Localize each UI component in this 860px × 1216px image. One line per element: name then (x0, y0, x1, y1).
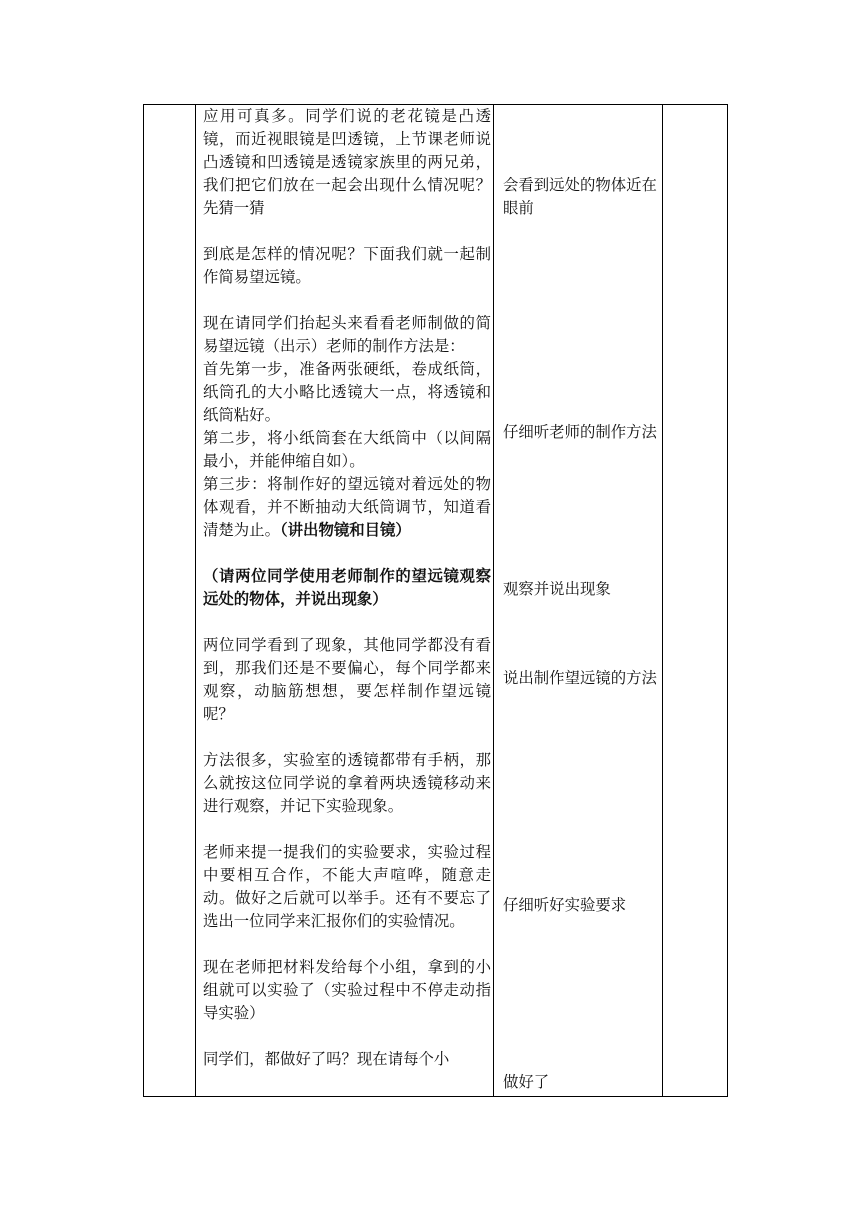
student-activity-3-text: 观察并说出现象 (503, 580, 611, 598)
student-activity-4-text: 说出制作望远镜的方法 (503, 669, 657, 687)
teacher-everyone: 两位同学看到了现象，其他同学都没有看到，那我们还是不要偏心，每个同学都来观察，动脑筋想想，要怎样制作望远镜呢？ (203, 636, 491, 723)
teacher-requirements: 老师来提一提我们的实验要求，实验过程中要相互合作，不能大声喧哗，随意走动。做好之后就可以举手。还有不要忘了选出一位同学来汇报你们的实验情况。 (203, 843, 491, 930)
student-activity-3 (503, 578, 659, 601)
column-divider-1 (195, 105, 196, 1096)
teacher-step-2: 第二步，将小纸筒套在大纸筒中（以间隔最小，并能伸缩自如）。 (203, 429, 491, 470)
teacher-step-3-text: 第三步：将制作好的望远镜对着远处的物体观看，并不断抽动大纸筒调节，知道看清楚为止。 (203, 475, 491, 539)
student-activity-5-text: 仔细听好实验要求 (503, 896, 627, 914)
student-activity-2-text: 仔细听老师的制作方法 (503, 423, 657, 441)
teacher-two-students (203, 565, 491, 611)
student-activity-5 (503, 894, 659, 917)
teacher-materials: 现在老师把材料发给每个小组，拿到的小组就可以实验了（实验过程中不停走动指导实验） (203, 958, 491, 1022)
teacher-methods: 方法很多，实验室的透镜都带有手柄，那么就按这位同学说的拿着两块透镜移动来进行观察，并记下实验现象。 (203, 751, 491, 815)
student-activity-1 (503, 174, 659, 220)
column-divider-3 (662, 105, 663, 1096)
teacher-question: 到底是怎样的情况呢？下面我们就一起制作简易望远镜。 (203, 245, 491, 286)
student-activity-4 (503, 667, 659, 690)
column-divider-2 (493, 105, 494, 1096)
teacher-activity-cell (203, 105, 491, 1071)
teacher-done: 同学们，都做好了吗？现在请每个小 (203, 1050, 450, 1068)
teacher-intro: 应用可真多。同学们说的老花镜是凸透镜，而近视眼镜是凹透镜，上节课老师说凸透镜和凹透镜是透镜家族里的两兄弟，我们把它们放在一起会出现什么情况呢？先猜一猜 (203, 107, 491, 217)
teacher-step-3-note: （讲出物镜和目镜） (279, 521, 411, 539)
teacher-two-students-text: （请两位同学使用老师制作的望远镜观察远处的物体，并说出现象） (203, 567, 491, 608)
student-activity-1-text: 会看到远处的物体近在眼前 (503, 176, 657, 217)
student-activity-6-text: 做好了 (503, 1073, 550, 1091)
teacher-method-intro: 现在请同学们抬起头来看看老师制做的简易望远镜（出示）老师的制作方法是： (203, 314, 491, 355)
teacher-step-1: 首先第一步，准备两张硬纸，卷成纸筒，纸筒孔的大小略比透镜大一点，将透镜和纸筒粘好。 (203, 360, 491, 424)
student-activity-6 (503, 1071, 659, 1094)
teacher-step-3 (203, 473, 491, 542)
student-activity-2 (503, 421, 659, 444)
